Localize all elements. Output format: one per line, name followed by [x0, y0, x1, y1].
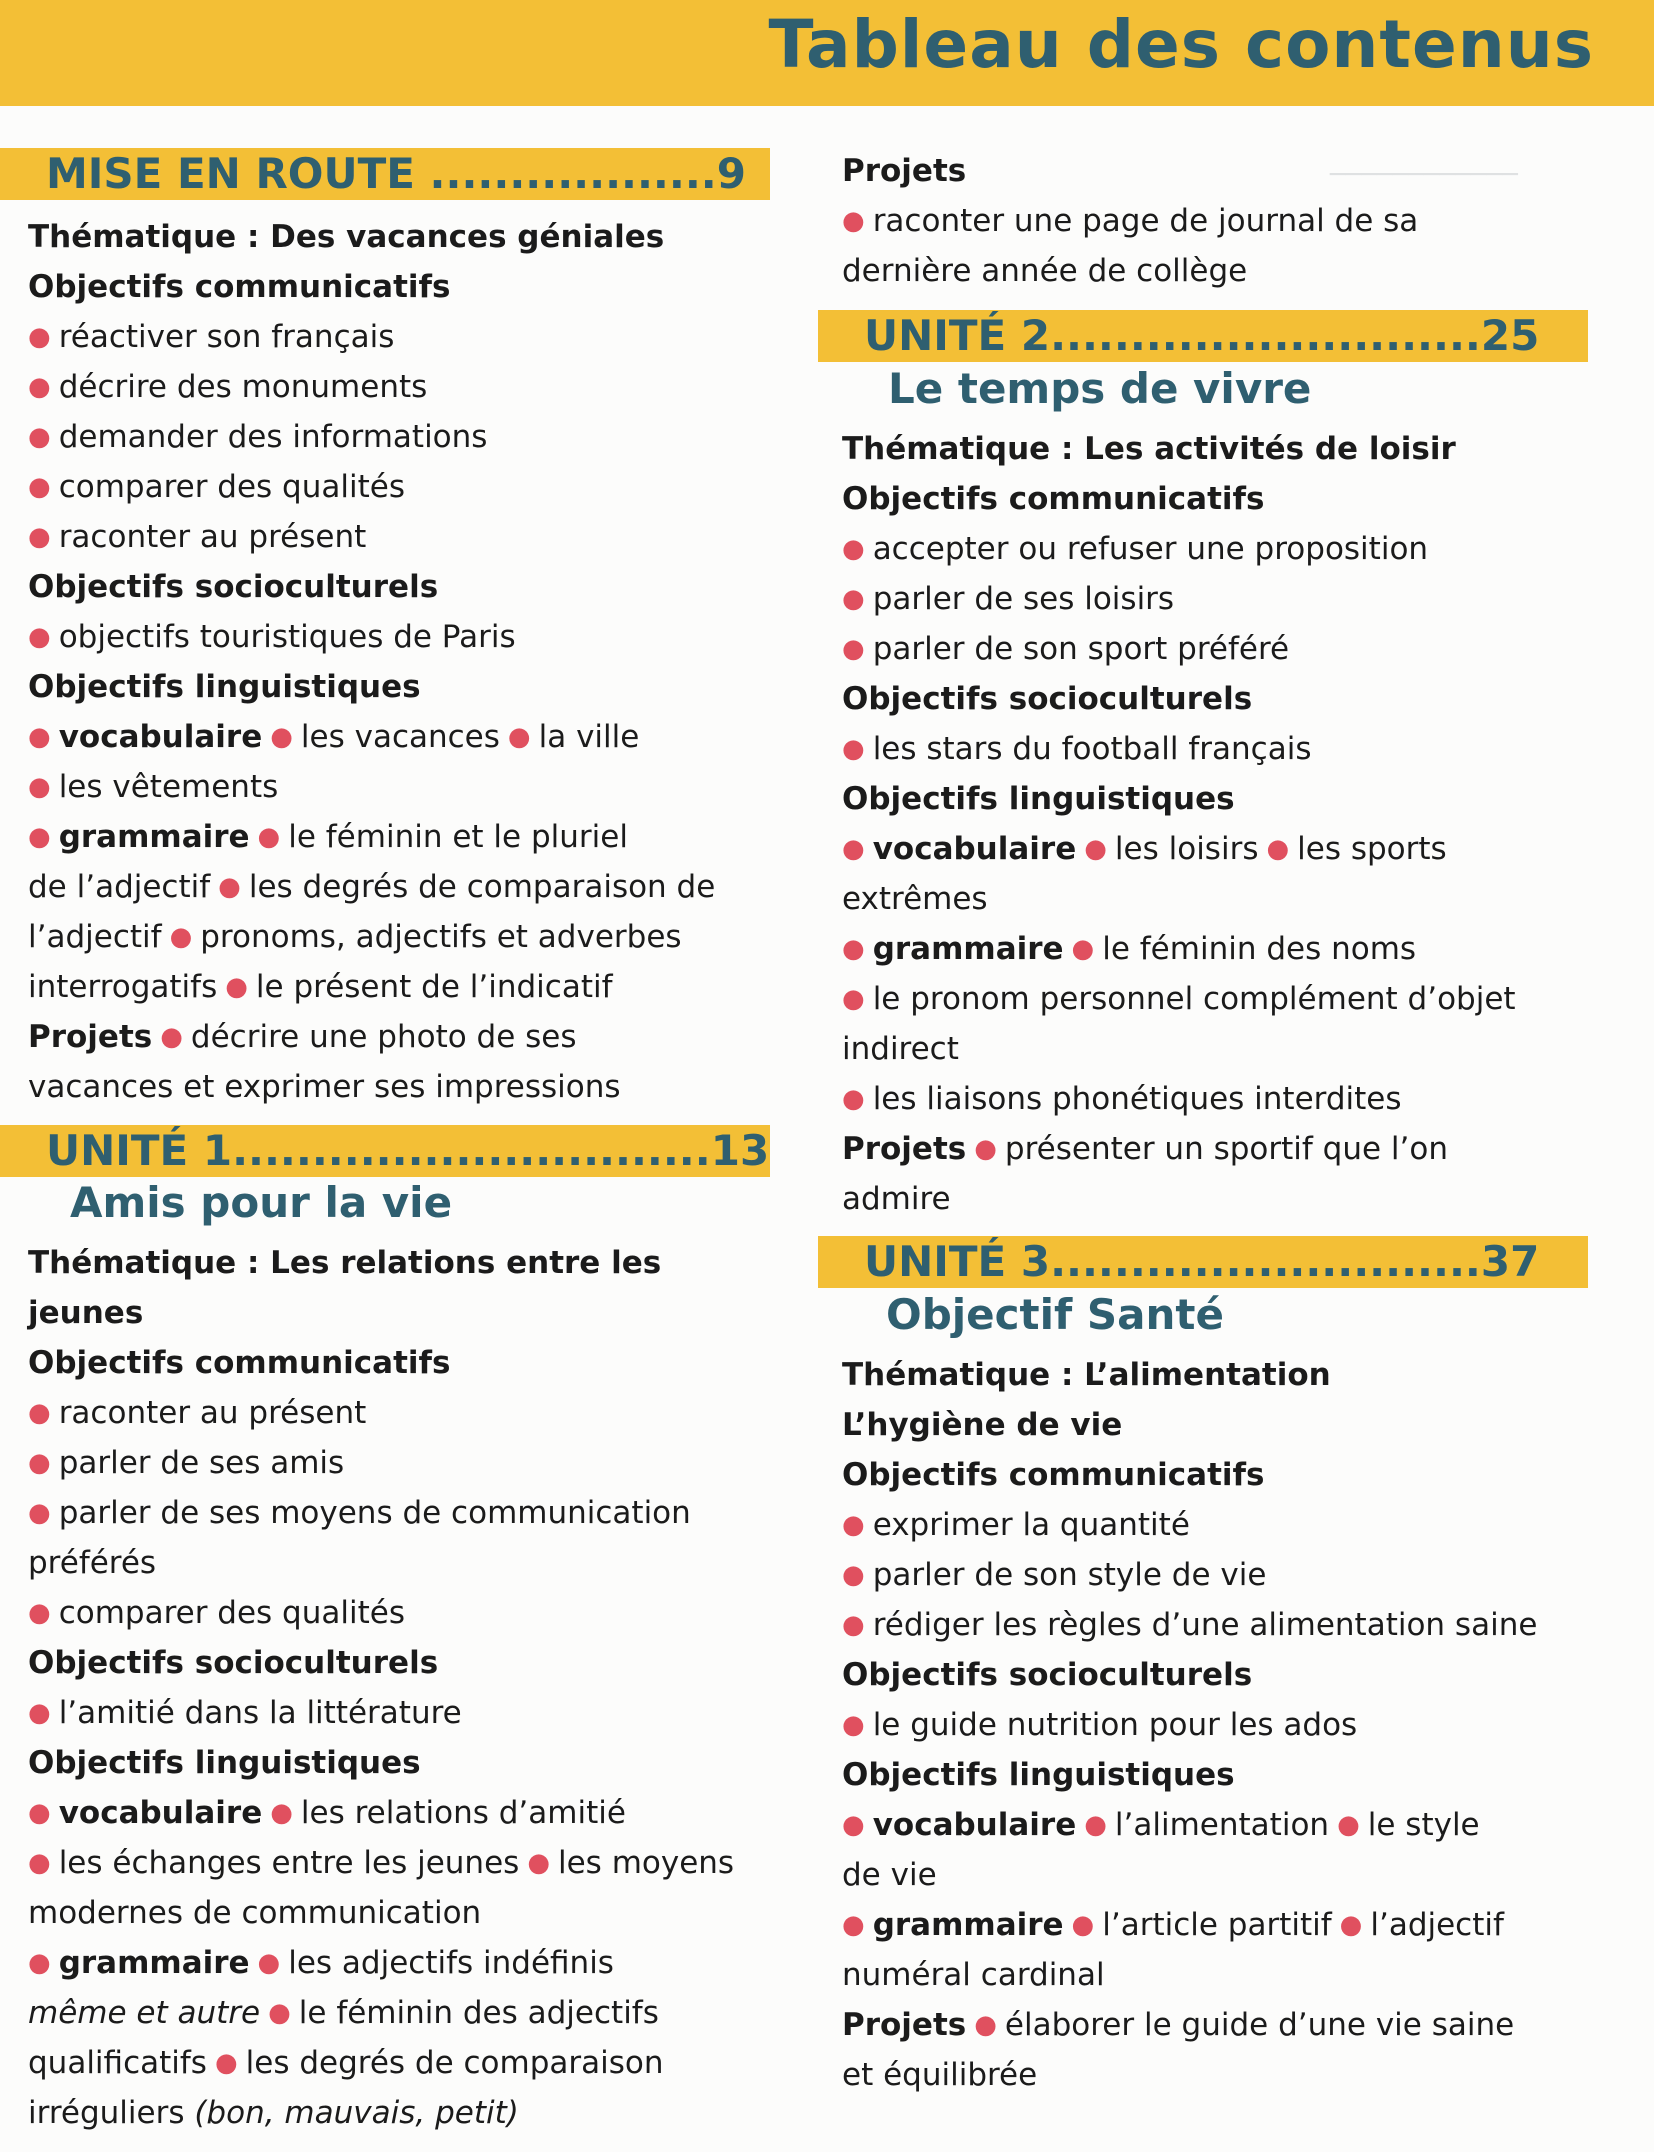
list-item: ● grammaire ● les adjectifs indéfinis — [28, 1945, 614, 1981]
bullet-icon: ● — [1084, 834, 1107, 864]
bullet-icon: ● — [28, 372, 51, 402]
bullet-icon: ● — [1339, 1910, 1363, 1940]
list-item: ● raconter au présent — [28, 1395, 367, 1431]
bullet-icon: ● — [169, 922, 193, 952]
unite-2-header: UNITÉ 2...........................25 — [818, 310, 1588, 362]
objectifs-linguistiques-label: Objectifs linguistiques — [28, 1745, 421, 1781]
list-item: ● objectifs touristiques de Paris — [28, 619, 516, 655]
list-item: irréguliers (bon, mauvais, petit) — [28, 2095, 519, 2131]
list-item: dernière année de collège — [842, 253, 1248, 289]
list-item: ● décrire des monuments — [28, 369, 428, 405]
list-item: numéral cardinal — [842, 1957, 1105, 1993]
bullet-icon: ● — [257, 1948, 281, 1978]
unite-1-subtitle: Amis pour la vie — [70, 1178, 453, 1227]
bullet-icon: ● — [842, 634, 865, 664]
bullet-icon: ● — [974, 2010, 997, 2040]
thematique: Thématique : Les relations entre les — [28, 1245, 662, 1281]
bullet-icon: ● — [28, 1598, 51, 1628]
projets-top-section — [842, 146, 1582, 296]
list-item: de l’adjectif ● les degrés de comparaison de — [28, 869, 716, 905]
list-item: ● le guide nutrition pour les ados — [842, 1707, 1358, 1743]
bullet-icon: ● — [225, 972, 248, 1002]
bullet-icon: ● — [28, 1798, 51, 1828]
list-item: ● vocabulaire ● l’alimentation ● le style — [842, 1807, 1480, 1843]
bullet-icon: ● — [842, 1810, 865, 1840]
objectifs-socioculturels-label: Objectifs socioculturels — [28, 569, 439, 605]
bullet-icon: ● — [28, 822, 51, 852]
bullet-icon: ● — [28, 722, 51, 752]
thematique: Thématique : Les activités de loisir — [842, 431, 1456, 467]
unite-3-section — [842, 1350, 1582, 2100]
bullet-icon: ● — [974, 1134, 997, 1164]
bullet-icon: ● — [28, 472, 51, 502]
bullet-icon: ● — [842, 1510, 865, 1540]
bullet-icon: ● — [257, 822, 281, 852]
mise-en-route-section — [28, 212, 768, 1112]
list-item: ● vocabulaire ● les vacances ● la ville — [28, 719, 640, 755]
objectifs-linguistiques-label: Objectifs linguistiques — [842, 781, 1235, 817]
unite-2-section — [842, 424, 1582, 1224]
bullet-icon: ● — [28, 1398, 51, 1428]
list-item: même et autre ● le féminin des adjectifs — [28, 1995, 659, 2031]
bullet-icon: ● — [842, 584, 865, 614]
list-item: ● les échanges entre les jeunes ● les moyens — [28, 1845, 735, 1881]
list-item: ● accepter ou refuser une proposition — [842, 531, 1429, 567]
bullet-icon: ● — [28, 422, 51, 452]
bullet-icon: ● — [842, 206, 865, 236]
unite-3-subtitle: Objectif Santé — [886, 1290, 1224, 1339]
list-item: modernes de communication — [28, 1895, 482, 1931]
list-item: ● grammaire ● l’article partitif ● l’adjectif — [842, 1907, 1504, 1943]
list-item: ● comparer des qualités — [28, 469, 405, 505]
bullet-icon: ● — [28, 622, 51, 652]
bullet-icon: ● — [1084, 1810, 1107, 1840]
bullet-icon: ● — [507, 722, 531, 752]
bullet-icon: ● — [270, 722, 293, 752]
bullet-icon: ● — [218, 872, 241, 902]
bullet-icon: ● — [270, 1798, 293, 1828]
bullet-icon: ● — [842, 1610, 865, 1640]
objectifs-communicatifs-label: Objectifs communicatifs — [842, 1457, 1265, 1493]
list-item: ● l’amitié dans la littérature — [28, 1695, 462, 1731]
list-item: indirect — [842, 1031, 959, 1067]
objectifs-socioculturels-label: Objectifs socioculturels — [842, 1657, 1253, 1693]
bullet-icon: ● — [842, 1560, 865, 1590]
bullet-icon: ● — [842, 534, 865, 564]
mise-en-route-header: MISE EN ROUTE ..................9 — [0, 148, 770, 200]
thematique: Thématique : Des vacances géniales — [28, 219, 665, 255]
bullet-icon: ● — [28, 522, 51, 552]
bullet-icon: ● — [1337, 1810, 1360, 1840]
thematique: Thématique : L’alimentation — [842, 1357, 1331, 1393]
thematique-cont: L’hygiène de vie — [842, 1407, 1123, 1443]
bullet-icon: ● — [842, 734, 865, 764]
objectifs-communicatifs-label: Objectifs communicatifs — [28, 1345, 451, 1381]
list-item: ● parler de son sport préféré — [842, 631, 1290, 667]
list-item: ● rédiger les règles d’une alimentation saine — [842, 1607, 1538, 1643]
list-item: ● les stars du football français — [842, 731, 1312, 767]
bullet-icon: ● — [160, 1022, 183, 1052]
list-item: Projets ● élaborer le guide d’une vie saine — [842, 2007, 1515, 2043]
bullet-icon: ● — [842, 1710, 865, 1740]
list-item: ● parler de ses moyens de communication — [28, 1495, 691, 1531]
thematique-cont: jeunes — [28, 1295, 144, 1331]
unite-3-header: UNITÉ 3...........................37 — [818, 1236, 1588, 1288]
bleed-through-decoration: ──────────── — [1330, 160, 1518, 190]
list-item: ● le pronom personnel complément d’objet — [842, 981, 1516, 1017]
list-item: ● comparer des qualités — [28, 1595, 405, 1631]
bullet-icon: ● — [842, 934, 865, 964]
bullet-icon: ● — [1071, 934, 1095, 964]
bullet-icon: ● — [842, 834, 865, 864]
unite-1-section — [28, 1238, 768, 2138]
bullet-icon: ● — [1266, 834, 1290, 864]
objectifs-communicatifs-label: Objectifs communicatifs — [842, 481, 1265, 517]
list-item: ● les vêtements — [28, 769, 279, 805]
list-item: Projets ● présenter un sportif que l’on — [842, 1131, 1448, 1167]
list-item: ● parler de son style de vie — [842, 1557, 1267, 1593]
list-item: ● vocabulaire ● les loisirs ● les sports — [842, 831, 1447, 867]
objectifs-socioculturels-label: Objectifs socioculturels — [28, 1645, 439, 1681]
list-item: ● réactiver son français — [28, 319, 395, 355]
list-item: extrêmes — [842, 881, 988, 917]
list-item: de vie — [842, 1857, 937, 1893]
list-item: ● grammaire ● le féminin des noms — [842, 931, 1417, 967]
list-item: ● demander des informations — [28, 419, 488, 455]
list-item: ● exprimer la quantité — [842, 1507, 1190, 1543]
list-item: ● les liaisons phonétiques interdites — [842, 1081, 1402, 1117]
list-item: Projets ● décrire une photo de ses — [28, 1019, 577, 1055]
bullet-icon: ● — [28, 1848, 51, 1878]
list-item: l’adjectif ● pronoms, adjectifs et adverbes — [28, 919, 682, 955]
page-title: Tableau des contenus — [768, 6, 1594, 83]
bullet-icon: ● — [527, 1848, 550, 1878]
objectifs-linguistiques-label: Objectifs linguistiques — [842, 1757, 1235, 1793]
bullet-icon: ● — [268, 1998, 291, 2028]
bullet-icon: ● — [28, 1698, 51, 1728]
list-item: et équilibrée — [842, 2057, 1038, 2093]
projets-label: Projets — [842, 153, 967, 189]
list-item: ● raconter une page de journal de sa — [842, 203, 1419, 239]
bullet-icon: ● — [214, 2048, 238, 2078]
list-item: vacances et exprimer ses impressions — [28, 1069, 621, 1105]
objectifs-socioculturels-label: Objectifs socioculturels — [842, 681, 1253, 717]
bullet-icon: ● — [842, 1084, 865, 1114]
bullet-icon: ● — [842, 984, 865, 1014]
bullet-icon: ● — [28, 322, 51, 352]
bullet-icon: ● — [1071, 1910, 1095, 1940]
objectifs-linguistiques-label: Objectifs linguistiques — [28, 669, 421, 705]
bullet-icon: ● — [28, 1948, 51, 1978]
unite-2-subtitle: Le temps de vivre — [888, 364, 1312, 413]
bullet-icon: ● — [28, 1448, 51, 1478]
list-item: admire — [842, 1181, 951, 1217]
unite-1-header: UNITÉ 1..............................13 — [0, 1125, 770, 1177]
bullet-icon: ● — [28, 772, 51, 802]
objectifs-communicatifs-label: Objectifs communicatifs — [28, 269, 451, 305]
bullet-icon: ● — [842, 1910, 865, 1940]
list-item: ● parler de ses loisirs — [842, 581, 1175, 617]
bullet-icon: ● — [28, 1498, 51, 1528]
list-item: préférés — [28, 1545, 157, 1581]
list-item: interrogatifs ● le présent de l’indicatif — [28, 969, 613, 1005]
list-item: qualificatifs ● les degrés de comparaison — [28, 2045, 664, 2081]
list-item: ● parler de ses amis — [28, 1445, 345, 1481]
list-item: ● raconter au présent — [28, 519, 367, 555]
list-item: ● grammaire ● le féminin et le pluriel — [28, 819, 628, 855]
list-item: ● vocabulaire ● les relations d’amitié — [28, 1795, 626, 1831]
